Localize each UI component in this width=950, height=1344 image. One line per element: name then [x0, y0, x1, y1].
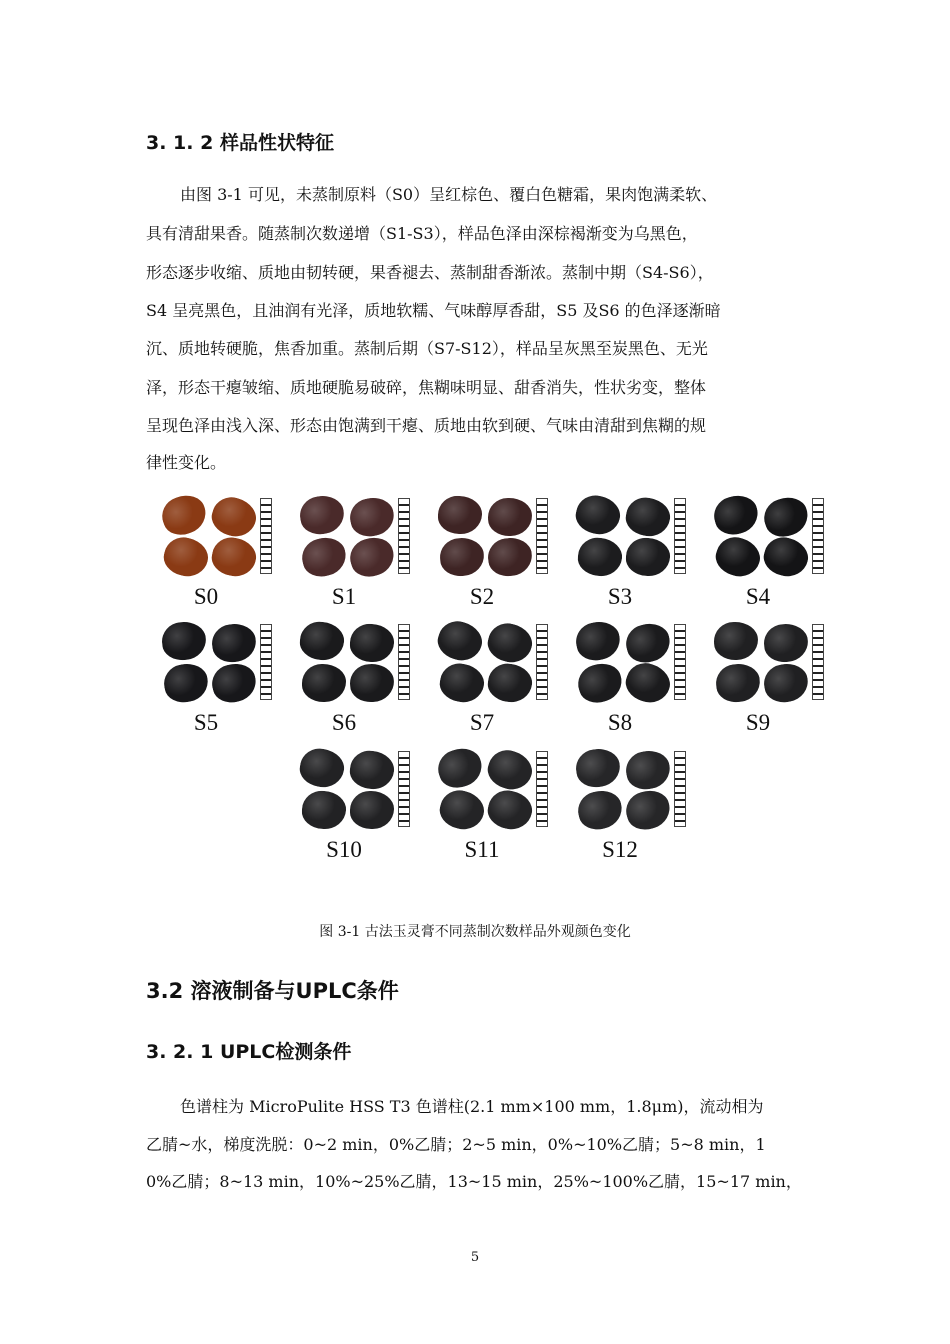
sample-piece: [297, 493, 346, 537]
sample-label: S0: [193, 584, 219, 609]
sample-piece: [576, 535, 624, 578]
sample-photo: [300, 496, 396, 576]
sample-label: S1: [331, 584, 357, 609]
scale-ruler: [536, 624, 548, 700]
sample-label: S8: [607, 710, 633, 735]
sample-piece: [714, 622, 759, 661]
sample-s9: [708, 620, 828, 738]
sample-piece: [574, 786, 626, 834]
sample-piece: [298, 533, 350, 581]
sample-photo: [300, 749, 396, 829]
sample-s1: [294, 494, 414, 612]
sample-photo: [438, 749, 534, 829]
sample-piece: [208, 659, 260, 707]
text-line: 由图 3-1 可见，未蒸制原料（S0）呈红棕色、覆白色糖霜，果肉饱满柔软、: [180, 185, 718, 204]
sample-piece: [160, 533, 212, 581]
text-line: 泽，形态干瘪皱缩、质地硬脆易破碎，焦糊味明显、甜香消失，性状劣变，整体: [146, 378, 707, 397]
figure-sample-photos: [146, 494, 836, 874]
sample-piece: [436, 786, 488, 834]
sample-label: S3: [607, 584, 633, 609]
scale-ruler: [536, 498, 548, 574]
sample-piece: [485, 787, 536, 833]
section-heading-3-1-2: 3. 1. 2 样品性状特征: [146, 132, 334, 154]
sample-piece: [207, 492, 260, 541]
sample-piece: [349, 623, 395, 663]
scale-ruler: [398, 751, 410, 827]
sample-photo: [576, 622, 672, 702]
sample-photo: [300, 622, 396, 702]
section-heading-3-2: 3.2 溶液制备与UPLC条件: [146, 979, 399, 1003]
sample-label: S5: [193, 710, 219, 735]
sample-piece: [759, 492, 813, 542]
sample-piece: [621, 785, 674, 834]
sample-piece: [484, 619, 536, 667]
sample-piece: [763, 623, 810, 664]
text-line: 呈现色泽由浅入深、形态由饱满到干瘪、质地由软到硬、气味由清甜到焦糊的规: [146, 416, 707, 435]
sample-piece: [345, 532, 399, 582]
text-line: 乙腈~水，梯度洗脱：0~2 min，0%乙腈；2~5 min，0%~10%乙腈；5~8 min，1: [146, 1135, 766, 1154]
text-line: 色谱柱为 MicroPulite HSS T3 色谱柱(2.1 mm×100 mm，1.8μm)，流动相为: [180, 1097, 764, 1116]
sample-label: S7: [469, 710, 495, 735]
text-line: 沉、质地转硬脆，焦香加重。蒸制后期（S7-S12），样品呈灰黑至炭黑色、无光: [146, 339, 708, 358]
sample-label: S12: [602, 837, 638, 862]
sample-piece: [714, 661, 762, 704]
sample-piece: [437, 495, 482, 535]
sample-piece: [301, 790, 348, 831]
sample-piece: [297, 745, 347, 790]
sample-photo: [162, 496, 258, 576]
sample-label: S2: [469, 584, 495, 609]
sample-piece: [350, 791, 395, 830]
sample-piece: [488, 498, 533, 537]
sample-piece: [298, 620, 346, 662]
sample-piece: [160, 620, 207, 662]
sample-photo: [438, 622, 534, 702]
text-line: S4 呈亮黑色，且油润有光泽，质地软糯、气味醇厚香甜，S5 及S6 的色泽逐渐暗: [146, 301, 721, 320]
sample-piece: [349, 663, 395, 703]
sample-piece: [622, 619, 674, 667]
sample-piece: [483, 745, 537, 795]
sample-piece: [710, 491, 763, 540]
sample-photo: [162, 622, 258, 702]
sample-s8: [570, 620, 690, 738]
scale-ruler: [398, 624, 410, 700]
sample-s5: [156, 620, 276, 738]
scale-ruler: [398, 498, 410, 574]
text-line: 形态逐步收缩、质地由韧转硬，果香褪去、蒸制甜香渐浓。蒸制中期（S4-S6），: [146, 263, 714, 282]
sample-piece: [433, 743, 487, 793]
sample-label: S6: [331, 710, 357, 735]
sample-piece: [347, 494, 398, 540]
sample-label: S10: [326, 837, 362, 862]
sample-piece: [573, 618, 624, 664]
scale-ruler: [674, 498, 686, 574]
page-number: 5: [470, 1250, 480, 1265]
sample-photo: [576, 749, 672, 829]
sample-piece: [439, 537, 486, 578]
sample-piece: [433, 616, 486, 665]
sample-piece: [711, 532, 765, 582]
text-line: 0%乙腈；8~13 min，10%~25%乙腈，13~15 min，25%~100%乙腈，15~17 min，: [146, 1172, 802, 1191]
scale-ruler: [812, 624, 824, 700]
sample-s6: [294, 620, 414, 738]
scale-ruler: [260, 498, 272, 574]
sample-photo: [576, 496, 672, 576]
scale-ruler: [260, 624, 272, 700]
sample-label: S9: [745, 710, 771, 735]
sample-piece: [621, 658, 675, 708]
sample-s12: [570, 747, 690, 865]
sample-piece: [761, 660, 811, 705]
sample-piece: [486, 535, 534, 578]
sample-piece: [625, 537, 672, 578]
sample-s4: [708, 494, 828, 612]
sample-s3: [570, 494, 690, 612]
sample-piece: [210, 621, 259, 665]
text-line: 具有清甜果香。随蒸制次数递增（S1-S3），样品色泽由深棕褐渐变为乌黑色，: [146, 224, 698, 243]
scale-ruler: [674, 624, 686, 700]
sample-piece: [486, 661, 535, 705]
sample-piece: [302, 664, 346, 702]
sample-piece: [574, 746, 623, 790]
sample-piece: [573, 658, 627, 708]
sample-piece: [437, 660, 487, 706]
sample-photo: [714, 496, 810, 576]
sample-s11: [432, 747, 552, 865]
sample-piece: [623, 747, 673, 793]
sample-s10: [294, 747, 414, 865]
figure-caption: 图 3-1 古法玉灵膏不同蒸制次数样品外观颜色变化: [319, 924, 631, 940]
sample-label: S4: [745, 584, 771, 609]
section-heading-3-2-1: 3. 2. 1 UPLC检测条件: [146, 1041, 352, 1063]
sample-s2: [432, 494, 552, 612]
sample-photo: [714, 622, 810, 702]
sample-piece: [760, 533, 812, 581]
sample-label: S11: [464, 837, 500, 862]
scale-ruler: [812, 498, 824, 574]
sample-piece: [209, 534, 259, 580]
sample-s0: [156, 494, 276, 612]
sample-s7: [432, 620, 552, 738]
sample-piece: [623, 494, 673, 539]
scale-ruler: [536, 751, 548, 827]
sample-piece: [348, 748, 396, 791]
scale-ruler: [674, 751, 686, 827]
sample-piece: [157, 490, 211, 541]
sample-piece: [572, 492, 623, 539]
text-line: 律性变化。: [146, 453, 227, 472]
sample-piece: [161, 660, 211, 706]
sample-photo: [438, 496, 534, 576]
